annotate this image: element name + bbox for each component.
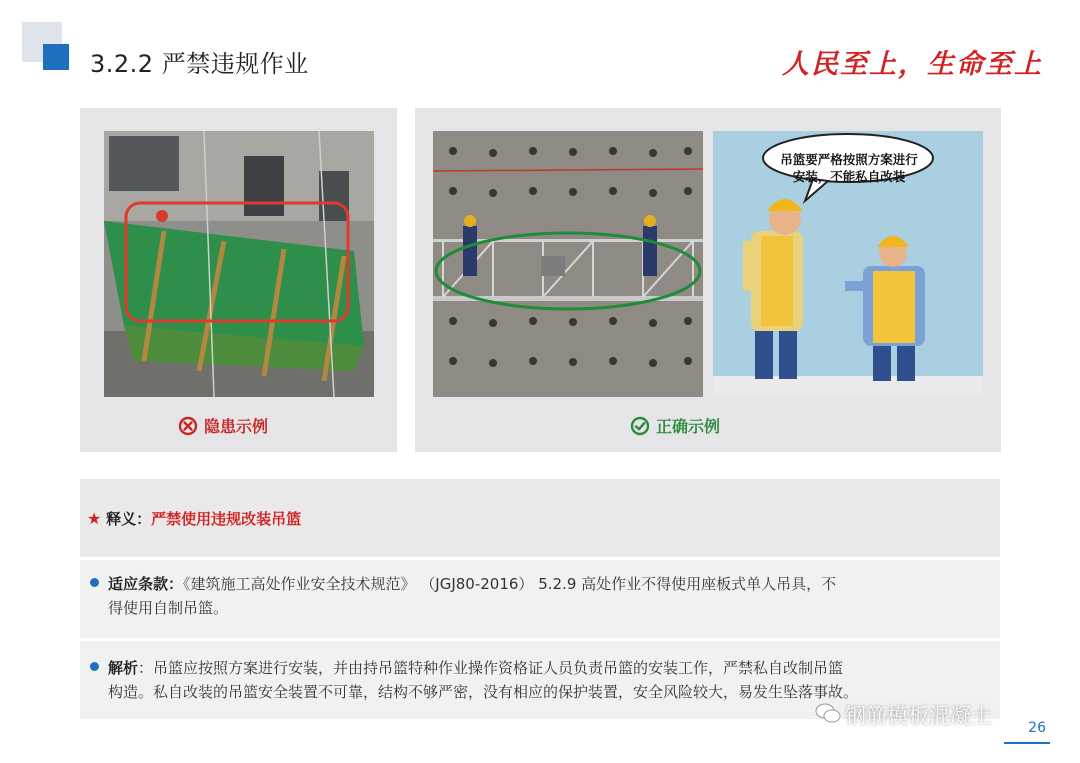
analysis-line-2: 构造。私自改装的吊篮安全装置不可靠，结构不够严密，没有相应的保护装置，安全风险较大，易发生坠落事故。: [108, 683, 859, 701]
slogan: 人民至上，生命至上: [782, 49, 1043, 80]
clause-text: [108, 572, 998, 620]
star-icon: ★: [87, 509, 102, 528]
analysis-line-1: 吊篮应按照方案进行安装，并由持吊篮特种作业操作资格证人员负责吊篮的安装工作，严禁私自改制吊篮: [153, 659, 844, 677]
hazard-caption: [178, 414, 268, 437]
bullet-icon: [90, 578, 99, 587]
speech-bubble-line-1: 吊篮要严格按照方案进行: [780, 152, 918, 167]
circle-check-icon: [630, 416, 650, 436]
page-number: 26: [1028, 720, 1046, 736]
page-title: 3.2.2 严禁违规作业: [90, 50, 309, 78]
analysis-label: 解析: [108, 659, 139, 677]
correct-photo: [433, 131, 703, 397]
definition-label: 释义：: [106, 510, 152, 528]
hazard-photo: [104, 131, 374, 397]
definition-value: 严禁使用违规改装吊篮: [151, 510, 302, 528]
clause-line-1: 《建筑施工高处作业安全技术规范》 （JGJ80-2016） 5.2.9 高处作业不得使用座板式单人吊具，不: [183, 575, 837, 593]
wechat-icon: [815, 702, 841, 729]
analysis-sep: ：: [138, 659, 154, 677]
page-number-underline: [1004, 742, 1050, 744]
header-decor-square-blue: [43, 44, 69, 70]
bullet-icon: [90, 662, 99, 671]
circle-x-icon: [178, 416, 198, 436]
clause-line-2: 得使用自制吊篮。: [108, 599, 229, 617]
correct-caption: [630, 414, 720, 437]
hazard-caption-label: 隐患示例: [204, 417, 269, 436]
definition-text: [87, 507, 301, 531]
correct-caption-label: 正确示例: [656, 417, 721, 436]
watermark-text: 钢筋模板混凝土: [845, 704, 992, 728]
speech-bubble-text: [760, 151, 938, 185]
speech-bubble-line-2: 安装，不能私自改装: [792, 169, 906, 184]
analysis-text: [108, 656, 998, 704]
watermark: [815, 700, 992, 730]
clause-label: 适应条款：: [108, 575, 184, 593]
